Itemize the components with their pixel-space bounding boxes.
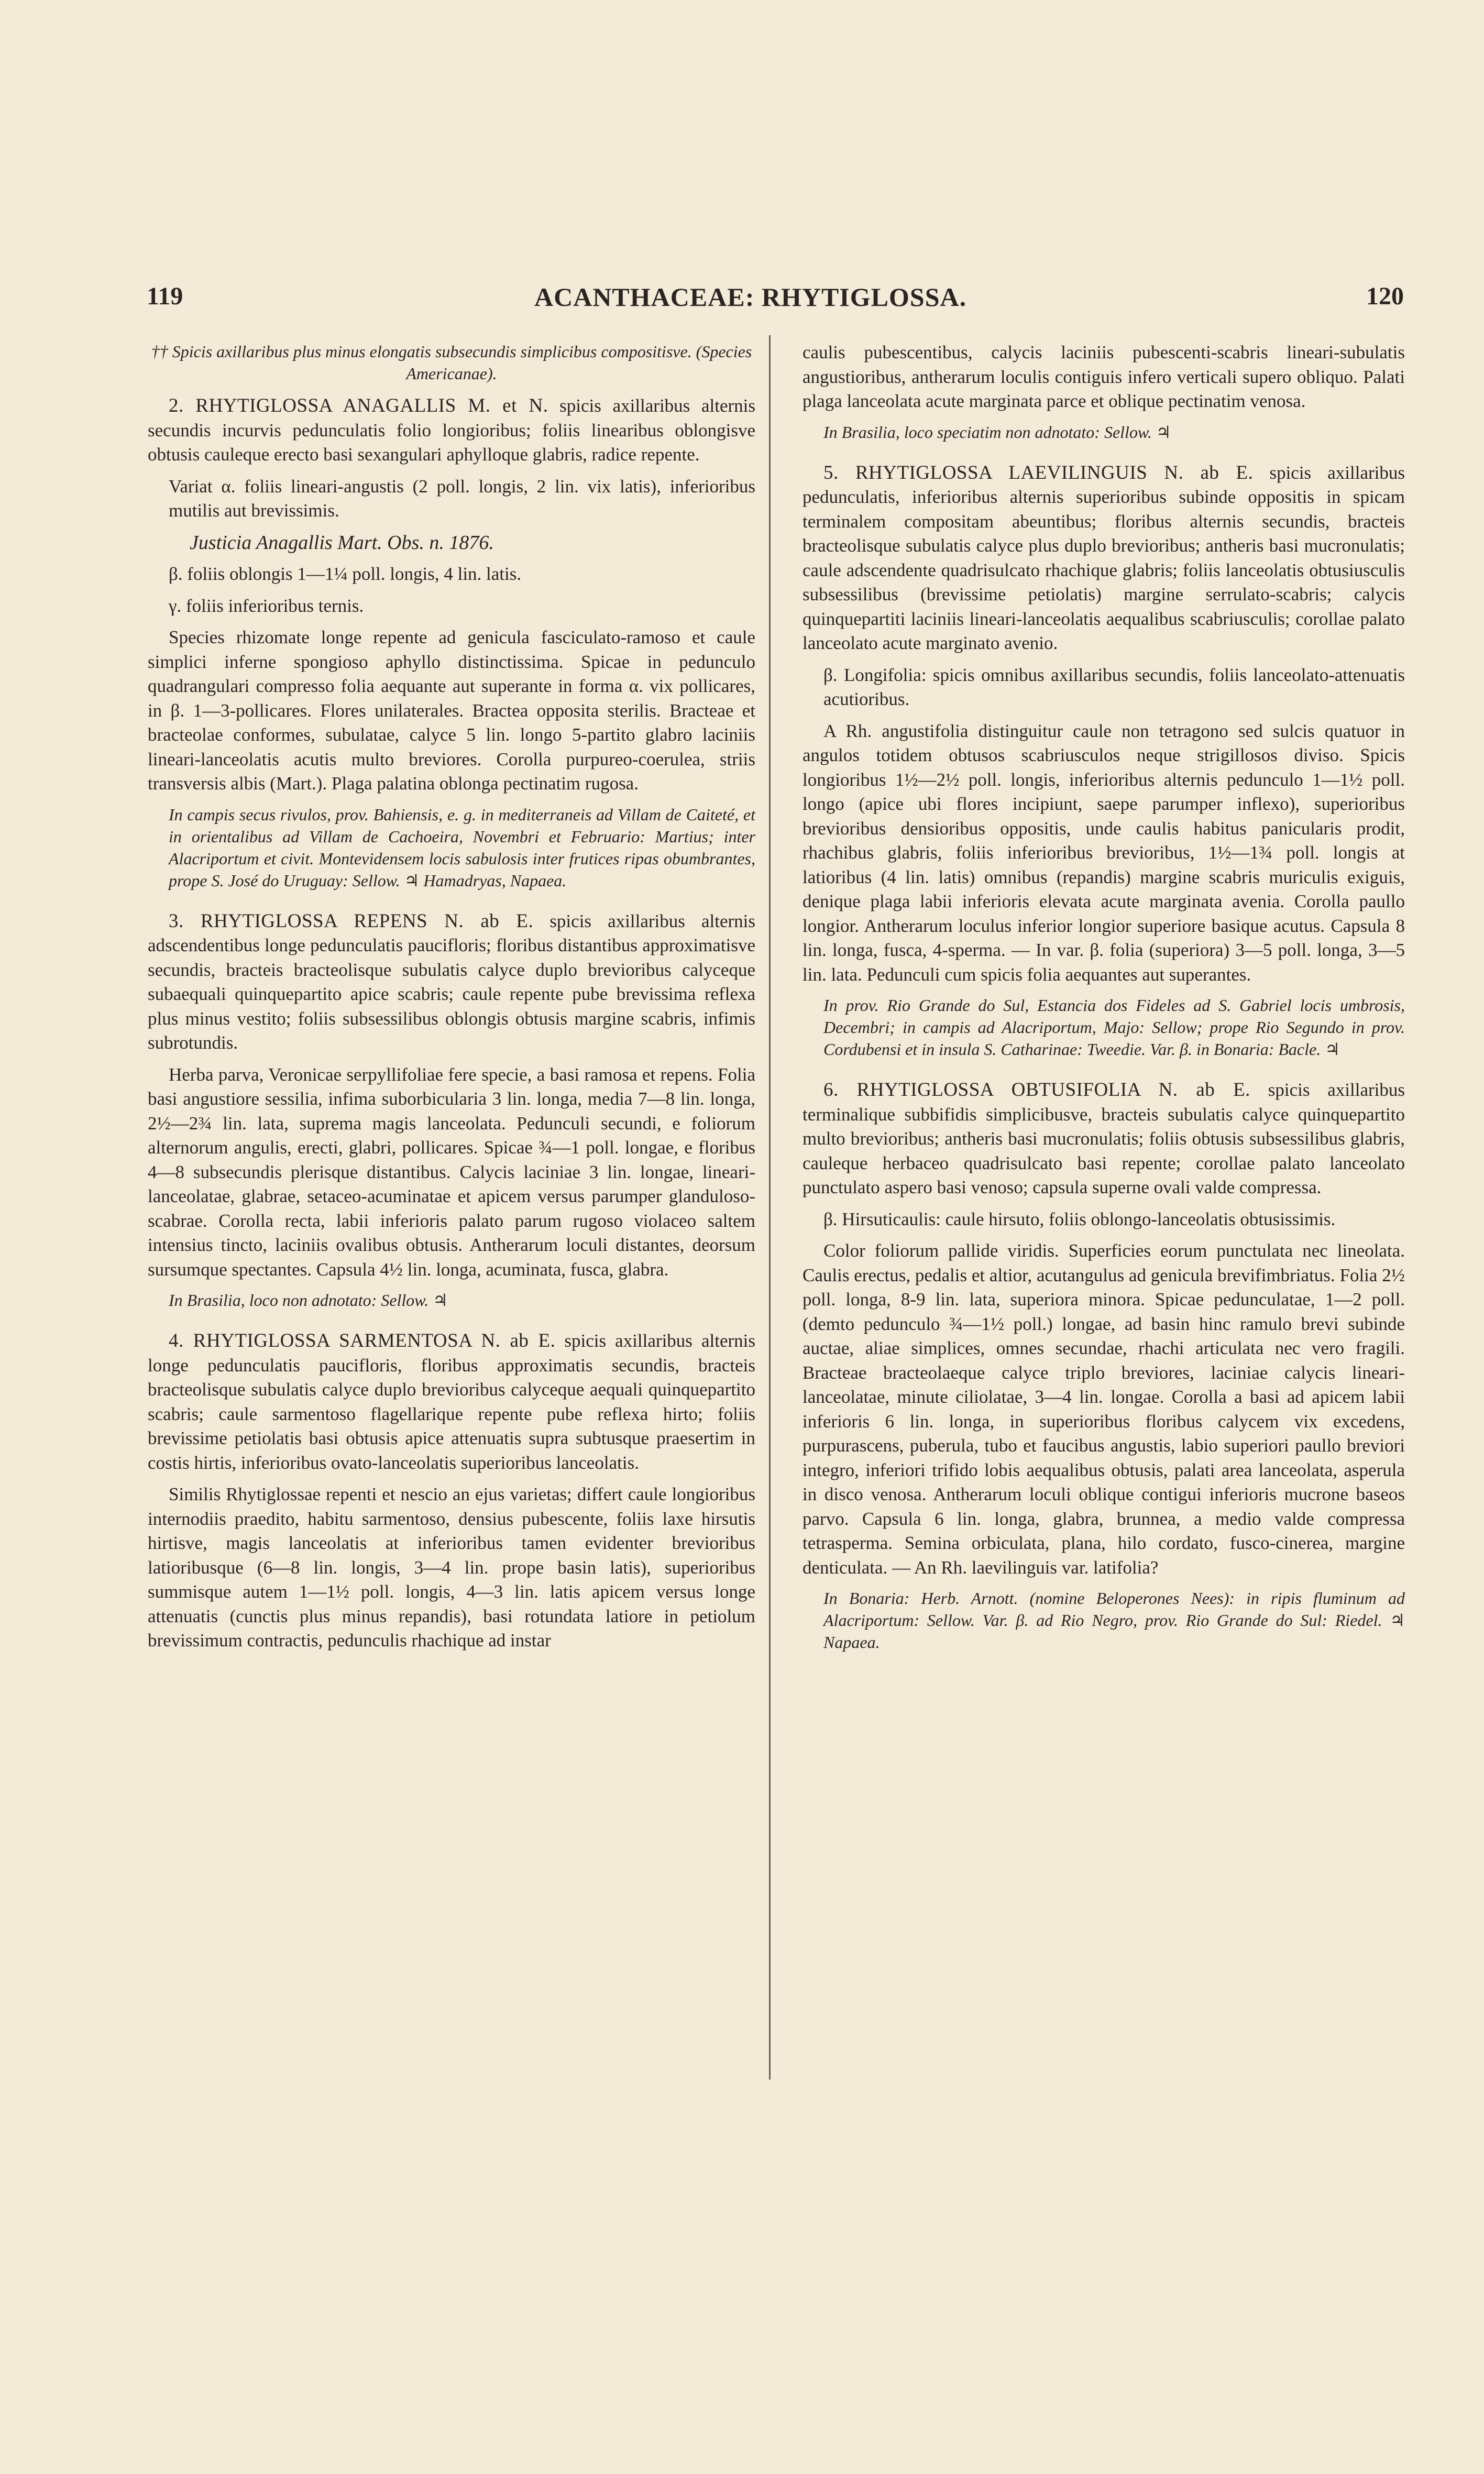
species-3-diagnosis: spicis axillaribus alternis adscendentibus longe pedunculatis paucifloris; floribus distantibus approximatisve secundis, bracteis bracteolisque subulatis calyce duplo brevioribus calyceque subaequali quinquepartito apice scabris; caule repente pube brevissima reflexa plus minus vestito; foliis subsessilibus oblongis obtusis margine scabris, infimis subrotundis. <box>148 910 756 1053</box>
species-5-locality: In prov. Rio Grande do Sul, Estancia dos Fideles ad S. Gabriel locis umbrosis, Decembri; in campis ad Alacriportum, Majo: Sellow; prope Rio Segundo in prov. Cordubensi et in insula S. Catharinae: Tweedie. Var. β. in Bonaria: Bacle. ♃ <box>823 996 1405 1059</box>
species-5-heading: 5. RHYTIGLOSSA LAEVILINGUIS N. ab E. <box>823 461 1254 483</box>
species-6-variety-beta: β. Hirsuticaulis: caule hirsuto, foliis oblongo-lanceolatis obtusissimis. <box>823 1208 1336 1229</box>
species-2-diagnosis: spicis axillaribus alternis secundis incurvis pedunculatis folio longioribus; foliis linearibus oblongisve obtusis cauleque erecto basi sexangulari aphylloque glabris, radice repente. <box>148 395 755 465</box>
species-3-locality: In Brasilia, loco non adnotato: Sellow. ♃ <box>169 1291 448 1310</box>
species-4-locality: In Brasilia, loco speciatim non adnotato: Sellow. ♃ <box>823 422 1171 442</box>
species-2-synonym: Justicia Anagallis Mart. Obs. n. 1876. <box>190 531 494 554</box>
species-3-heading: 3. RHYTIGLOSSA REPENS N. ab E. <box>169 910 534 932</box>
species-4-entry <box>148 1329 755 1475</box>
species-2-variety-beta: β. foliis oblongis 1—1¼ poll. longis, 4 lin. latis. <box>169 564 522 584</box>
species-5-entry <box>803 461 1405 656</box>
species-4-diagnosis: spicis axillaribus alternis longe pedunculatis paucifloris, floribus approximatis secundis, bracteis bracteolisque subulatis calyce duplo brevioribus calyceque aequali quinquepartito scabris; caule sarmentoso flagellarique repente pube reflexa hirto; foliis brevissime petiolatis basi obtusis apice attenuatis supra subtusque praesertim in costis hirtis, inferioribus ovato-lanceolatis superioribus lanceolatis. <box>148 1331 755 1473</box>
species-2-variety-gamma: γ. foliis inferioribus ternis. <box>169 595 364 616</box>
column-divider <box>769 335 771 2080</box>
species-6-locality: In Bonaria: Herb. Arnott. (nomine Beloperones Nees): in ripis fluminum ad Alacriportum: Sellow. Var. β. ad Rio Negro, prov. Rio Grande do Sul: Riedel. ♃ Napaea. <box>823 1589 1405 1652</box>
species-6-diagnosis: spicis axillaribus terminalique subbifidis simplicibusve, bracteis subulatis calyce quinquepartito multo brevioribus; antheris basi mucronulatis; foliis obtusis subsessilibus glabris, cauleque herbaceo quadrisulcato basi repente; corollae palato lanceolato punctulato aspero basi venoso; capsula superne ovali valde compressa. <box>803 1080 1405 1197</box>
species-4-description: Similis Rhytiglossae repenti et nescio an ejus varietas; differt caule longioribus internodiis praedito, habitu sarmentoso, densius pubescente, foliis laxe hirsutis hirtisve, magis lanceolatis at inferioribus tamen evidenter brevioribus latioribusque (6—8 lin. longis, 3—4 lin. prope basin latis), superioribus summisque autem 1—1½ poll. longis, 4—3 lin. latis apicem versus longe attenuatis (cunctis plus minus repandis), basi rotundata latiore in petiolum brevissimum contractis, pedunculis rhachique ad instar <box>148 1484 755 1651</box>
species-6-description: Color foliorum pallide viridis. Superficies eorum punctulata nec lineolata. Caulis erectus, pedalis et altior, acutangulus ad genicula brevifimbriatus. Folia 2½ poll. longa, 8-9 lin. lata, superiora minora. Spicae pedunculatae, 1—2 poll. (demto pedunculo ¾—1½ poll.) longae, ad basin hinc ramulo brevi subinde auctae, aliae simplices, omnes secundae, rhachi articulata nec vero fragili. Bracteae bracteolaeque calyce triplo breviores, laciniae calycis lineari-lanceolatae, minute ciliolatae, 3—4 lin. longae. Corolla a basi ad apicem labii inferioris 6 lin. longa, in superioribus floribus calycem vix excedens, purpurascens, puberula, tubo et faucibus angustis, labio superiori paullo breviori integro, inferiori trifido lobis aequalibus obtusis, palati area lanceolata, asperula in disco venosa. Antherarum loculi oblique contigui inferioris mucrone baseos parvo. Capsula 6 lin. longa, glabra, brunnea, a medio valde compressa tetrasperma. Semina orbiculata, plana, hilo cordato, fusco-cinerea, margine denticulata. — An Rh. laevilinguis var. latifolia? <box>803 1240 1405 1578</box>
page-number-left: 119 <box>147 282 183 310</box>
species-6-heading: 6. RHYTIGLOSSA OBTUSIFOLIA N. ab E. <box>823 1079 1250 1101</box>
species-2-heading: 2. RHYTIGLOSSA ANAGALLIS M. et N. <box>169 395 548 416</box>
species-5-variety-beta: β. Longifolia: spicis omnibus axillaribus secundis, foliis lanceolato-attenuatis acutioribus. <box>823 664 1405 709</box>
species-5-description: A Rh. angustifolia distinguitur caule non tetragono sed sulcis quatuor in angulos totidem obtusos scabriusculos neque strigillosos diviso. Spicis longioribus 1½—2½ poll. longis, inferioribus alternis pedunculo 1—1½ poll. longo (apice ubi flores incipiunt, saepe parumper inflexo), superioribus brevioribus densioribus oppositis, unde caulis habitus panicularis prodit, rhachibus glabris, foliis inferioribus brevioribus, 1½—1¾ poll. longis at latioribus (4 lin. latis) omnibus (repandis) margine scabris muriculis exiguis, denique plaga labii inferioris elevata acute marginata avenia. Corolla paullo longior. Antherarum loculus inferior longior superiore basique acutus. Capsula 8 lin. longa, fusca, 4-sperma. — In var. β. folia (superiora) 3—5 poll. longa, 3—5 lin. lata. Pedunculi cum spicis folia aequantes aut superantes. <box>803 720 1405 985</box>
species-2-variety-alpha: Variat α. foliis lineari-angustis (2 poll. longis, 2 lin. vix latis), inferioribus mutilis aut brevissimis. <box>169 476 755 521</box>
species-2-entry <box>148 394 755 467</box>
species-4-heading: 4. RHYTIGLOSSA SARMENTOSA N. ab E. <box>169 1330 556 1351</box>
species-2-description: Species rhizomate longe repente ad genicula fasciculato-ramoso et caule simplici inferne spongioso aphyllo distinctissima. Spicae in pedunculo quadrangulari compresso folia aequante aut superante in forma α. vix pollicares, in β. 1—3-pollicares. Flores unilaterales. Bractea opposita sterilis. Bracteae et bracteolae conformes, subulatae, calyce 5 lin. longo 5-partito glabro laciniis lineari-lanceolatis acutis multo breviores. Corolla purpureo-coerulea, striis transversis albis (Mart.). Plaga palatina oblonga pectinatim rugosa. <box>148 627 755 794</box>
species-3-description: Herba parva, Veronicae serpyllifoliae fere specie, a basi ramosa et repens. Folia basi angustiore sessilia, infima suborbicularia 3 lin. longa, media 7—8 lin. longa, 2½—2¾ lin. lata, suprema magis lanceolata. Pedunculi secundi, e foliorum alternorum angulis, erecti, glabri, pollicares. Spicae ¾—1 poll. longae, e floribus 4—8 subsecundis plerisque distantibus. Calycis laciniae 3 lin. longae, lineari-lanceolatae, glabrae, setaceo-acuminatae et apicem versus parumper glanduloso-scabrae. Corolla recta, labii inferioris palato parum rugoso violaceo saltem intensius tincto, laciniis ovalibus obtusis. Antherarum loculi distantes, deorsum sursumque spectantes. Capsula 4½ lin. longa, acuminata, fusca, glabra. <box>148 1064 755 1280</box>
group-title: †† Spicis axillaribus plus minus elongatis subsecundis simplicibus compositisve. (Species Americanae). <box>151 342 752 383</box>
species-6-entry <box>803 1078 1405 1200</box>
running-title: ACANTHACEAE: RHYTIGLOSSA. <box>534 282 967 312</box>
species-3-entry <box>148 909 755 1055</box>
species-5-diagnosis: spicis axillaribus pedunculatis, inferioribus alternis superioribus subinde oppositis in spicam terminalem compositam abeuntibus; floribus alternis secundis, bracteis bracteolisque subulatis calyce plus duplo brevioribus; antheris basi mucronulatis; caule adscendente quadrisulcato rhachique glabris; foliis lanceolatis obtusiusculis subsessilibus (brevissime petiolatis) margine serrulato-scabris; calycis quinquepartiti laciniis lineari-lanceolatis aequalibus scabriusculis; corollae palato lanceolato acute marginato avenio. <box>803 462 1405 653</box>
species-2-locality: In campis secus rivulos, prov. Bahiensis, e. g. in mediterraneis ad Villam de Caiteté, et in orientalibus ad Villam de Cachoeira, Novembri et Februario: Martius; inter Alacriportum et civit. Montevidensem locis sabulosis inter frutices ripas obumbrantes, prope S. José do Uruguay: Sellow. ♃ Hamadryas, Napaea. <box>169 805 755 890</box>
species-4-continuation: caulis pubescentibus, calycis laciniis pubescenti-scabris lineari-subulatis angustioribus, antherarum loculis contiguis infero verticali supero obliquo. Palati plaga lanceolata acute marginata parce et oblique pectinatim venosa. <box>803 342 1405 411</box>
page-header <box>147 282 1404 318</box>
right-column <box>803 340 1405 1662</box>
page-number-right: 120 <box>1366 282 1404 310</box>
left-column <box>148 340 755 1661</box>
